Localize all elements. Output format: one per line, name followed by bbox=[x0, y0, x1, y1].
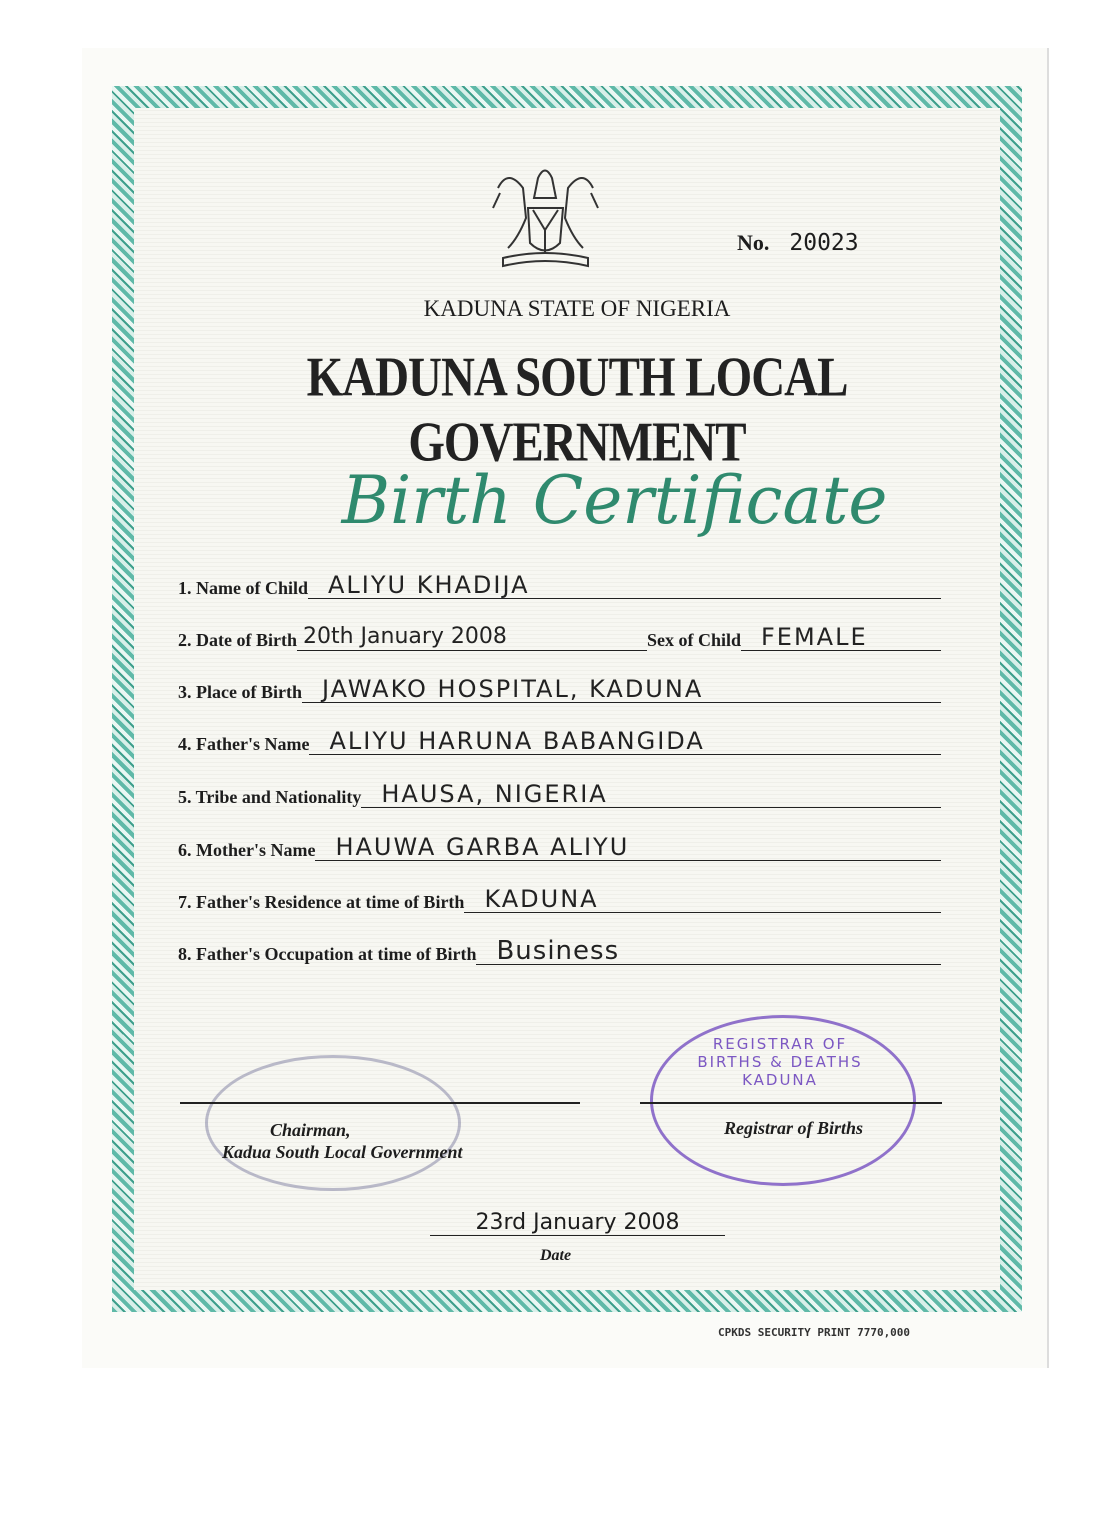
certificate-title: Birth Certificate bbox=[341, 462, 888, 539]
field-value: KADUNA bbox=[464, 886, 941, 913]
number-value: 20023 bbox=[789, 230, 859, 256]
field-label: 2. Date of Birth bbox=[178, 630, 297, 650]
field-date-of-birth bbox=[178, 624, 941, 651]
field-label: 3. Place of Birth bbox=[178, 682, 302, 702]
field-label: 5. Tribe and Nationality bbox=[178, 787, 362, 807]
chairman-title: Chairman, bbox=[270, 1120, 351, 1140]
printer-imprint: CPKDS SECURITY PRINT 7770,000 bbox=[718, 1326, 911, 1339]
field-label: 8. Father's Occupation at time of Birth bbox=[178, 944, 477, 964]
registrar-stamp-text: REGISTRAR OF BIRTHS & DEATHS KADUNA bbox=[697, 1035, 863, 1089]
number-label: No. bbox=[737, 230, 770, 255]
field-label: 4. Father's Name bbox=[178, 734, 310, 754]
field-value: 20th January 2008 bbox=[297, 624, 647, 651]
field-value-sex: FEMALE bbox=[741, 624, 941, 651]
registrar-signature-line bbox=[640, 1102, 942, 1104]
registrar-title: Registrar of Births bbox=[724, 1118, 864, 1138]
issue-date: 23rd January 2008 bbox=[430, 1210, 725, 1236]
field-label: 6. Mother's Name bbox=[178, 840, 316, 860]
chairman-organisation: Kadua South Local Government bbox=[222, 1142, 463, 1162]
coat-of-arms-icon bbox=[478, 148, 613, 273]
field-label-sex: Sex of Child bbox=[646, 630, 741, 650]
field-label: 1. Name of Child bbox=[178, 578, 308, 598]
certificate-number bbox=[737, 230, 859, 256]
field-value: HAUSA, NIGERIA bbox=[361, 781, 941, 808]
state-name: KADUNA STATE OF NIGERIA bbox=[423, 296, 731, 321]
field-value: Business bbox=[476, 938, 941, 965]
field-value: HAUWA GARBA ALIYU bbox=[315, 834, 941, 861]
date-label: Date bbox=[540, 1247, 572, 1264]
field-value: JAWAKO HOSPITAL, KADUNA bbox=[302, 676, 941, 703]
field-fathers-occupation bbox=[178, 938, 941, 965]
field-name-of-child bbox=[178, 572, 941, 599]
field-value: ALIYU HARUNA BABANGIDA bbox=[309, 728, 941, 755]
field-mothers-name bbox=[178, 834, 941, 861]
field-tribe-nationality bbox=[178, 781, 941, 808]
local-government-name: KADUNA SOUTH LOCAL GOVERNMENT bbox=[306, 346, 848, 474]
field-fathers-residence bbox=[178, 886, 941, 913]
field-value: ALIYU KHADIJA bbox=[308, 572, 941, 599]
field-label: 7. Father's Residence at time of Birth bbox=[178, 892, 465, 912]
field-place-of-birth bbox=[178, 676, 941, 703]
chairman-signature-line bbox=[180, 1102, 580, 1104]
field-fathers-name bbox=[178, 728, 941, 755]
